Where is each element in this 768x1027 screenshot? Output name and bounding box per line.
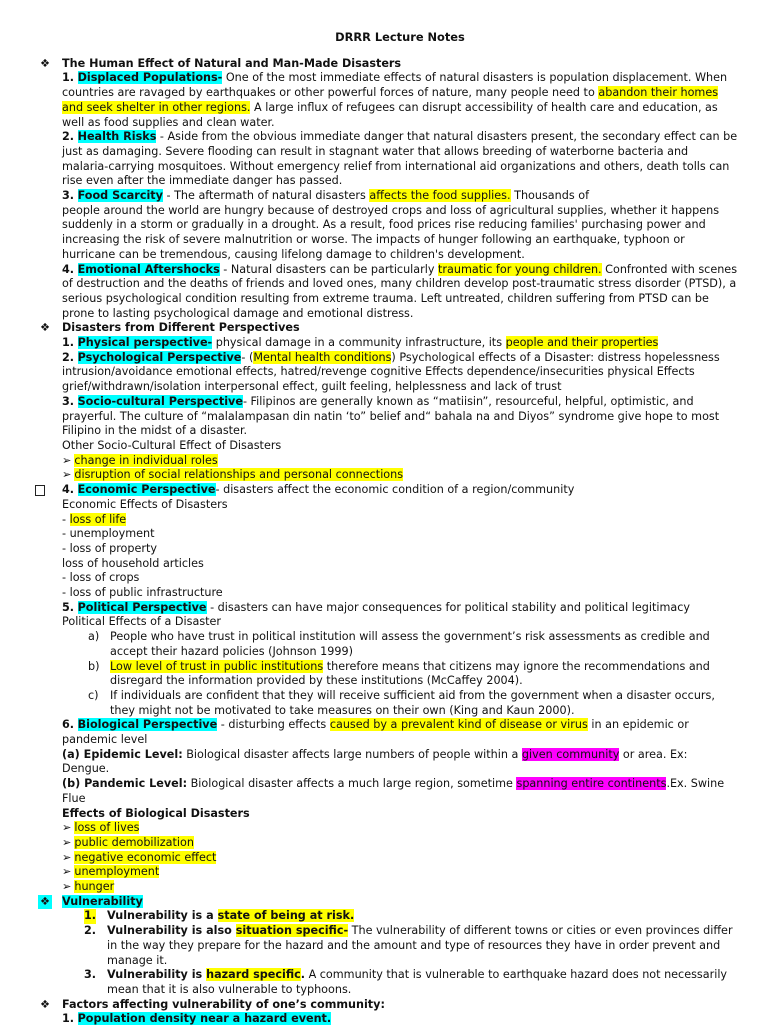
item-number: 3. (62, 394, 75, 408)
highlight-text: situation specific- (235, 924, 349, 938)
diamond-bullet-icon: ❖ (39, 997, 51, 1011)
highlight-text: hazard specific (206, 968, 301, 982)
highlight-text: traumatic for young children. (438, 262, 602, 276)
body-text: - Natural disasters can be particularly (219, 262, 439, 276)
list-item (62, 865, 738, 880)
list-item: loss of household articles (62, 556, 204, 570)
list-item: - loss of life (62, 512, 127, 526)
body-text: physical damage in a community infrastructure, its (212, 336, 506, 350)
arrow-bullet-icon: ➢ (62, 880, 72, 894)
body-text: Thousands of (510, 189, 590, 203)
section-heading-perspectives (39, 321, 738, 336)
paragraph-socio-cultural-perspective (62, 395, 738, 439)
list-label: c) (88, 688, 99, 702)
arrow-bullet-icon: ➢ (62, 468, 72, 482)
highlight-label: Population density near a hazard event. (77, 1012, 332, 1026)
bold-label: (b) Pandemic Level: (62, 777, 188, 791)
body-text: ) Psychological effects of a Disaster: distress hopelessness intrusion/avoidance emotional effects, hatred/revenge cognitive Effects dependence/insecurities physical Effects grief/withdrawn/isolation interpersonal effect, guilt feeling, helplessness and lack of trust (62, 350, 720, 394)
paragraph-pandemic-level (62, 777, 738, 806)
section-heading-text: Vulnerability (62, 894, 143, 908)
highlight-label: Health Risks (77, 130, 157, 144)
diamond-bullet-icon: ❖ (39, 321, 51, 335)
highlight-text: public demobilization (74, 835, 194, 849)
highlight-text: disruption of social relationships and personal connections (74, 468, 404, 482)
body-text: A community that is vulnerable to earthquake hazard does not necessarily mean that it is also vulnerable to typhoons. (107, 968, 728, 996)
checkbox-square-icon (35, 485, 45, 496)
item-number: 1. (62, 71, 75, 85)
paragraph-displaced-populations (62, 71, 738, 130)
highlight-label: Displaced Populations- (77, 71, 223, 85)
highlight-label: Socio-cultural Perspective (77, 394, 243, 408)
highlight-text: affects the food supplies. (369, 189, 511, 203)
page-title: DRRR Lecture Notes (335, 30, 465, 44)
list-item (62, 924, 738, 968)
magenta-highlight-text: given community (521, 747, 620, 761)
body-text: - disasters affect the economic condition of a region/community (215, 483, 575, 497)
bold-label: (a) Epidemic Level: (62, 747, 183, 761)
highlight-label: Psychological Perspective (77, 350, 242, 364)
list-number: 1. (84, 909, 97, 923)
highlight-label: Emotional Aftershocks (77, 262, 220, 276)
highlight-text: abandon their homes and seek shelter in other regions. (62, 86, 719, 114)
arrow-bullet-icon: ➢ (62, 453, 72, 467)
list-item (62, 909, 738, 924)
list-item (62, 880, 738, 895)
section-heading-vulnerability (39, 894, 738, 910)
item-number: 1. (62, 1012, 75, 1026)
paragraph-emotional-aftershocks (62, 263, 738, 322)
body-text: - ( (241, 350, 254, 364)
item-number: 4. (62, 483, 75, 497)
list-item (62, 851, 738, 866)
highlight-text: Mental health conditions (253, 350, 392, 364)
arrow-bullet-icon: ➢ (62, 821, 72, 835)
paragraph-epidemic-level (62, 748, 738, 777)
list-number: 2. (84, 924, 97, 938)
highlight-text: Low level of trust in public institutions (110, 659, 324, 673)
section-heading-text: The Human Effect of Natural and Man-Made Disasters (62, 56, 402, 70)
list-item (62, 836, 738, 851)
subheading-political-effects: Political Effects of a Disaster (62, 615, 222, 629)
highlight-label: Economic Perspective (77, 483, 216, 497)
paragraph-health-risks (62, 130, 738, 189)
body-text: in an epidemic or pandemic level (62, 718, 689, 747)
highlight-text: change in individual roles (74, 453, 218, 467)
item-number: 5. (62, 600, 75, 614)
body-text: Biological disaster affects large numbers of people within a (182, 747, 522, 761)
arrow-bullet-icon: ➢ (62, 850, 72, 864)
paragraph-population-density (62, 1012, 738, 1027)
highlight-text: people and their properties (505, 336, 659, 350)
highlight-label: Biological Perspective (77, 718, 218, 732)
paragraph-food-scarcity-cont: people around the world are hungry because of destroyed crops and loss of agricultural supplies, whether it happens suddenly in a storm or gradually in a drought. As a result, food prices rise reducing families' purchasing power and increasing the risk of severe malnutrition or worse. The impacts of hunger following an earthquake, typhoon or hurricane can be tremendous, causing lifelong damage to children's development. (62, 203, 720, 261)
highlight-label: Physical perspective- (77, 336, 213, 350)
body-text: therefore means that citizens may ignore the recommendations and disregard the information provided by these institutions (McCaffey 2004). (110, 659, 710, 688)
body-text: Biological disaster affects a much large region, sometime (187, 777, 517, 791)
paragraph-psychological-perspective (62, 351, 738, 395)
highlight-text: caused by a prevalent kind of disease or virus (329, 718, 588, 732)
list-item (62, 468, 738, 483)
body-text: - The aftermath of natural disasters (162, 189, 370, 203)
subheading-biological-effects: Effects of Biological Disasters (62, 806, 250, 820)
highlight-text: unemployment (74, 865, 160, 879)
highlight-text: negative economic effect (74, 850, 217, 864)
body-text: One of the most immediate effects of natural disasters is population displacement. When countries are ravaged by earthquakes or other powerful forces of nature, many people need to (62, 71, 728, 100)
bold-text: . (300, 968, 306, 982)
bold-text: Vulnerability is also (107, 924, 236, 938)
body-text: People who have trust in political institution will assess the government’s risk assessments as credible and accept their hazard policies (Johnson 1999) (110, 630, 710, 658)
list-number: 3. (84, 968, 97, 982)
list-item (62, 821, 738, 836)
body-text: .Ex. Swine Flue (62, 777, 725, 805)
list-item: - unemployment (62, 527, 155, 541)
body-text: or area. Ex: Dengue. (62, 747, 688, 776)
list-item (62, 689, 738, 718)
paragraph-physical-perspective (62, 336, 738, 351)
item-number: 4. (62, 262, 75, 276)
list-label: b) (88, 659, 100, 673)
highlight-text: hunger (74, 880, 115, 894)
vulnerability-list (62, 909, 738, 997)
item-number: 3. (62, 189, 75, 203)
list-item (62, 660, 738, 689)
item-number: 1. (62, 336, 75, 350)
arrow-bullet-icon: ➢ (62, 865, 72, 879)
item-number: 6. (62, 718, 75, 732)
arrow-bullet-icon: ➢ (62, 835, 72, 849)
list-item (62, 454, 738, 469)
list-item: - loss of property (62, 541, 157, 555)
magenta-highlight-text: spanning entire continents (516, 777, 667, 791)
highlight-text: state of being at risk. (217, 909, 355, 923)
political-effects-list (62, 630, 738, 718)
paragraph-food-scarcity (62, 189, 738, 204)
item-number: 2. (62, 350, 75, 364)
body-text: - disturbing effects (217, 718, 330, 732)
item-number: 2. (62, 130, 75, 144)
bold-text: Vulnerability is a (107, 909, 218, 923)
diamond-bullet-icon: ❖ (39, 894, 51, 908)
section-heading-human-effect (39, 56, 738, 72)
bold-text: Vulnerability is (107, 968, 207, 982)
highlight-text: loss of life (69, 512, 127, 526)
subheading-economic-effects: Economic Effects of Disasters (62, 497, 228, 511)
section-heading-text: Disasters from Different Perspectives (62, 321, 300, 335)
diamond-bullet-icon: ❖ (39, 56, 51, 70)
highlight-label: Food Scarcity (77, 189, 163, 203)
highlight-text: loss of lives (74, 821, 140, 835)
list-item (62, 630, 738, 659)
body-text: - disasters can have major consequences for political stability and political legitimacy (206, 600, 691, 614)
list-item: - loss of crops (62, 571, 140, 585)
section-heading-text: Factors affecting vulnerability of one’s community: (62, 997, 385, 1011)
section-heading-factors (39, 997, 738, 1013)
list-label: a) (88, 630, 100, 644)
body-text: - Filipinos are generally known as “matiisin”, resourceful, helpful, optimistic, and prayerful. The culture of “malalampasan din natin ‘to” belief and“ bahala na and Diyos” syndrome give hope to most Filipino in the midst of a disaster. (62, 394, 720, 438)
subheading-socio-cultural-effects: Other Socio-Cultural Effect of Disasters (62, 438, 282, 452)
body-text: - Aside from the obvious immediate danger that natural disasters present, the secondary effect can be just as damaging. Severe flooding can result in stagnant water that allows breeding of waterborne bacteria and malaria-carrying mosquitoes. Without emergency relief from international aid organizations and others, death tolls can rise even after the immediate danger has passed. (62, 130, 738, 188)
highlight-label: Political Perspective (77, 600, 207, 614)
list-item: - loss of public infrastructure (62, 586, 223, 600)
body-text: A large influx of refugees can disrupt accessibility of health care and education, as well as food supplies and clean water. (62, 100, 718, 129)
body-text: The vulnerability of different towns or cities or even provinces differ in the way they prepare for the hazard and the amount and type of resources they have in order prevent and manage it. (107, 924, 733, 967)
paragraph-biological-perspective (62, 718, 738, 747)
body-text: If individuals are confident that they will receive sufficient aid from the government when a disaster occurs, they might not be motivated to take measures on their own (King and Kaun 2000). (110, 688, 715, 717)
paragraph-political-perspective (62, 601, 738, 616)
body-text: Confronted with scenes of destruction and the deaths of friends and loved ones, many children develop post-traumatic stress disorder (PTSD), a serious psychological condition resulting from extreme trauma. Left untreated, children suffering from PTSD can be prone to lasting psychological damage and emotional distress. (62, 262, 738, 320)
list-item (62, 968, 738, 997)
paragraph-economic-perspective (62, 483, 738, 498)
